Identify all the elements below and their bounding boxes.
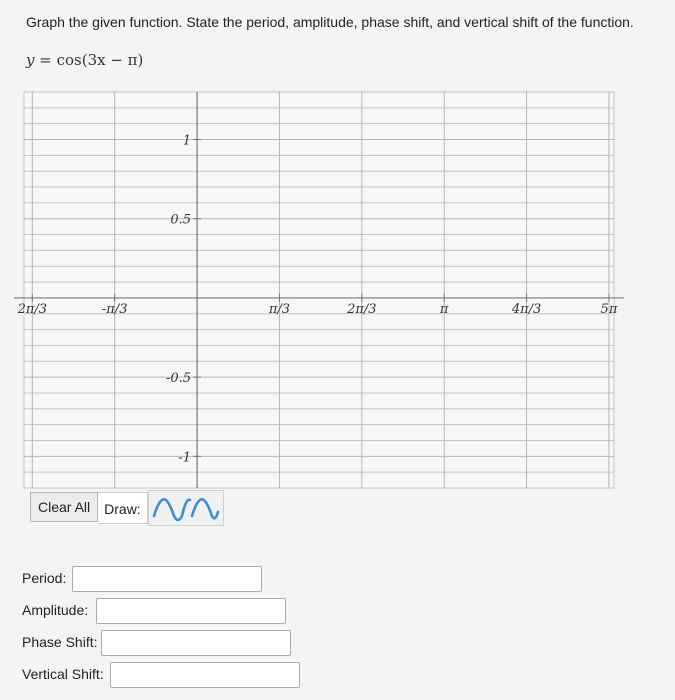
x-tick-label: 2π/3 [17, 301, 48, 317]
y-tick-label: 1 [182, 133, 192, 149]
phase-shift-label: Phase Shift: [22, 634, 98, 650]
clear-all-button[interactable]: Clear All [30, 492, 98, 522]
amplitude-input[interactable] [96, 598, 286, 624]
period-input[interactable] [72, 566, 262, 592]
y-tick-label: 0.5 [170, 212, 192, 228]
y-tick-label: -1 [178, 450, 192, 466]
y-tick-label: -0.5 [165, 371, 192, 387]
x-tick-label: -π/3 [101, 301, 128, 317]
sine-wave-icon [151, 494, 221, 522]
formula-rhs: cos(3x − π) [56, 51, 144, 69]
amplitude-label: Amplitude: [22, 602, 89, 618]
formula-equals: = [34, 51, 57, 69]
x-tick-label: π [439, 301, 449, 317]
x-tick-label: 4π/3 [511, 301, 542, 317]
question-prompt: Graph the given function. State the period, amplitude, phase shift, and vertical shift of the function. [26, 14, 634, 30]
vertical-shift-label: Vertical Shift: [22, 666, 104, 682]
sine-draw-tool-button[interactable] [148, 490, 224, 526]
graph-background [24, 92, 614, 488]
x-tick-label: 5π [600, 301, 618, 317]
x-tick-label: 2π/3 [347, 301, 377, 317]
phase-shift-input[interactable] [101, 630, 291, 656]
graph-toolbar [30, 491, 224, 523]
period-label: Period: [22, 570, 67, 586]
vertical-shift-input[interactable] [110, 662, 300, 688]
draw-label: Draw: [98, 492, 148, 524]
x-tick-label: π/3 [268, 301, 291, 317]
formula-lhs: y [26, 51, 35, 69]
